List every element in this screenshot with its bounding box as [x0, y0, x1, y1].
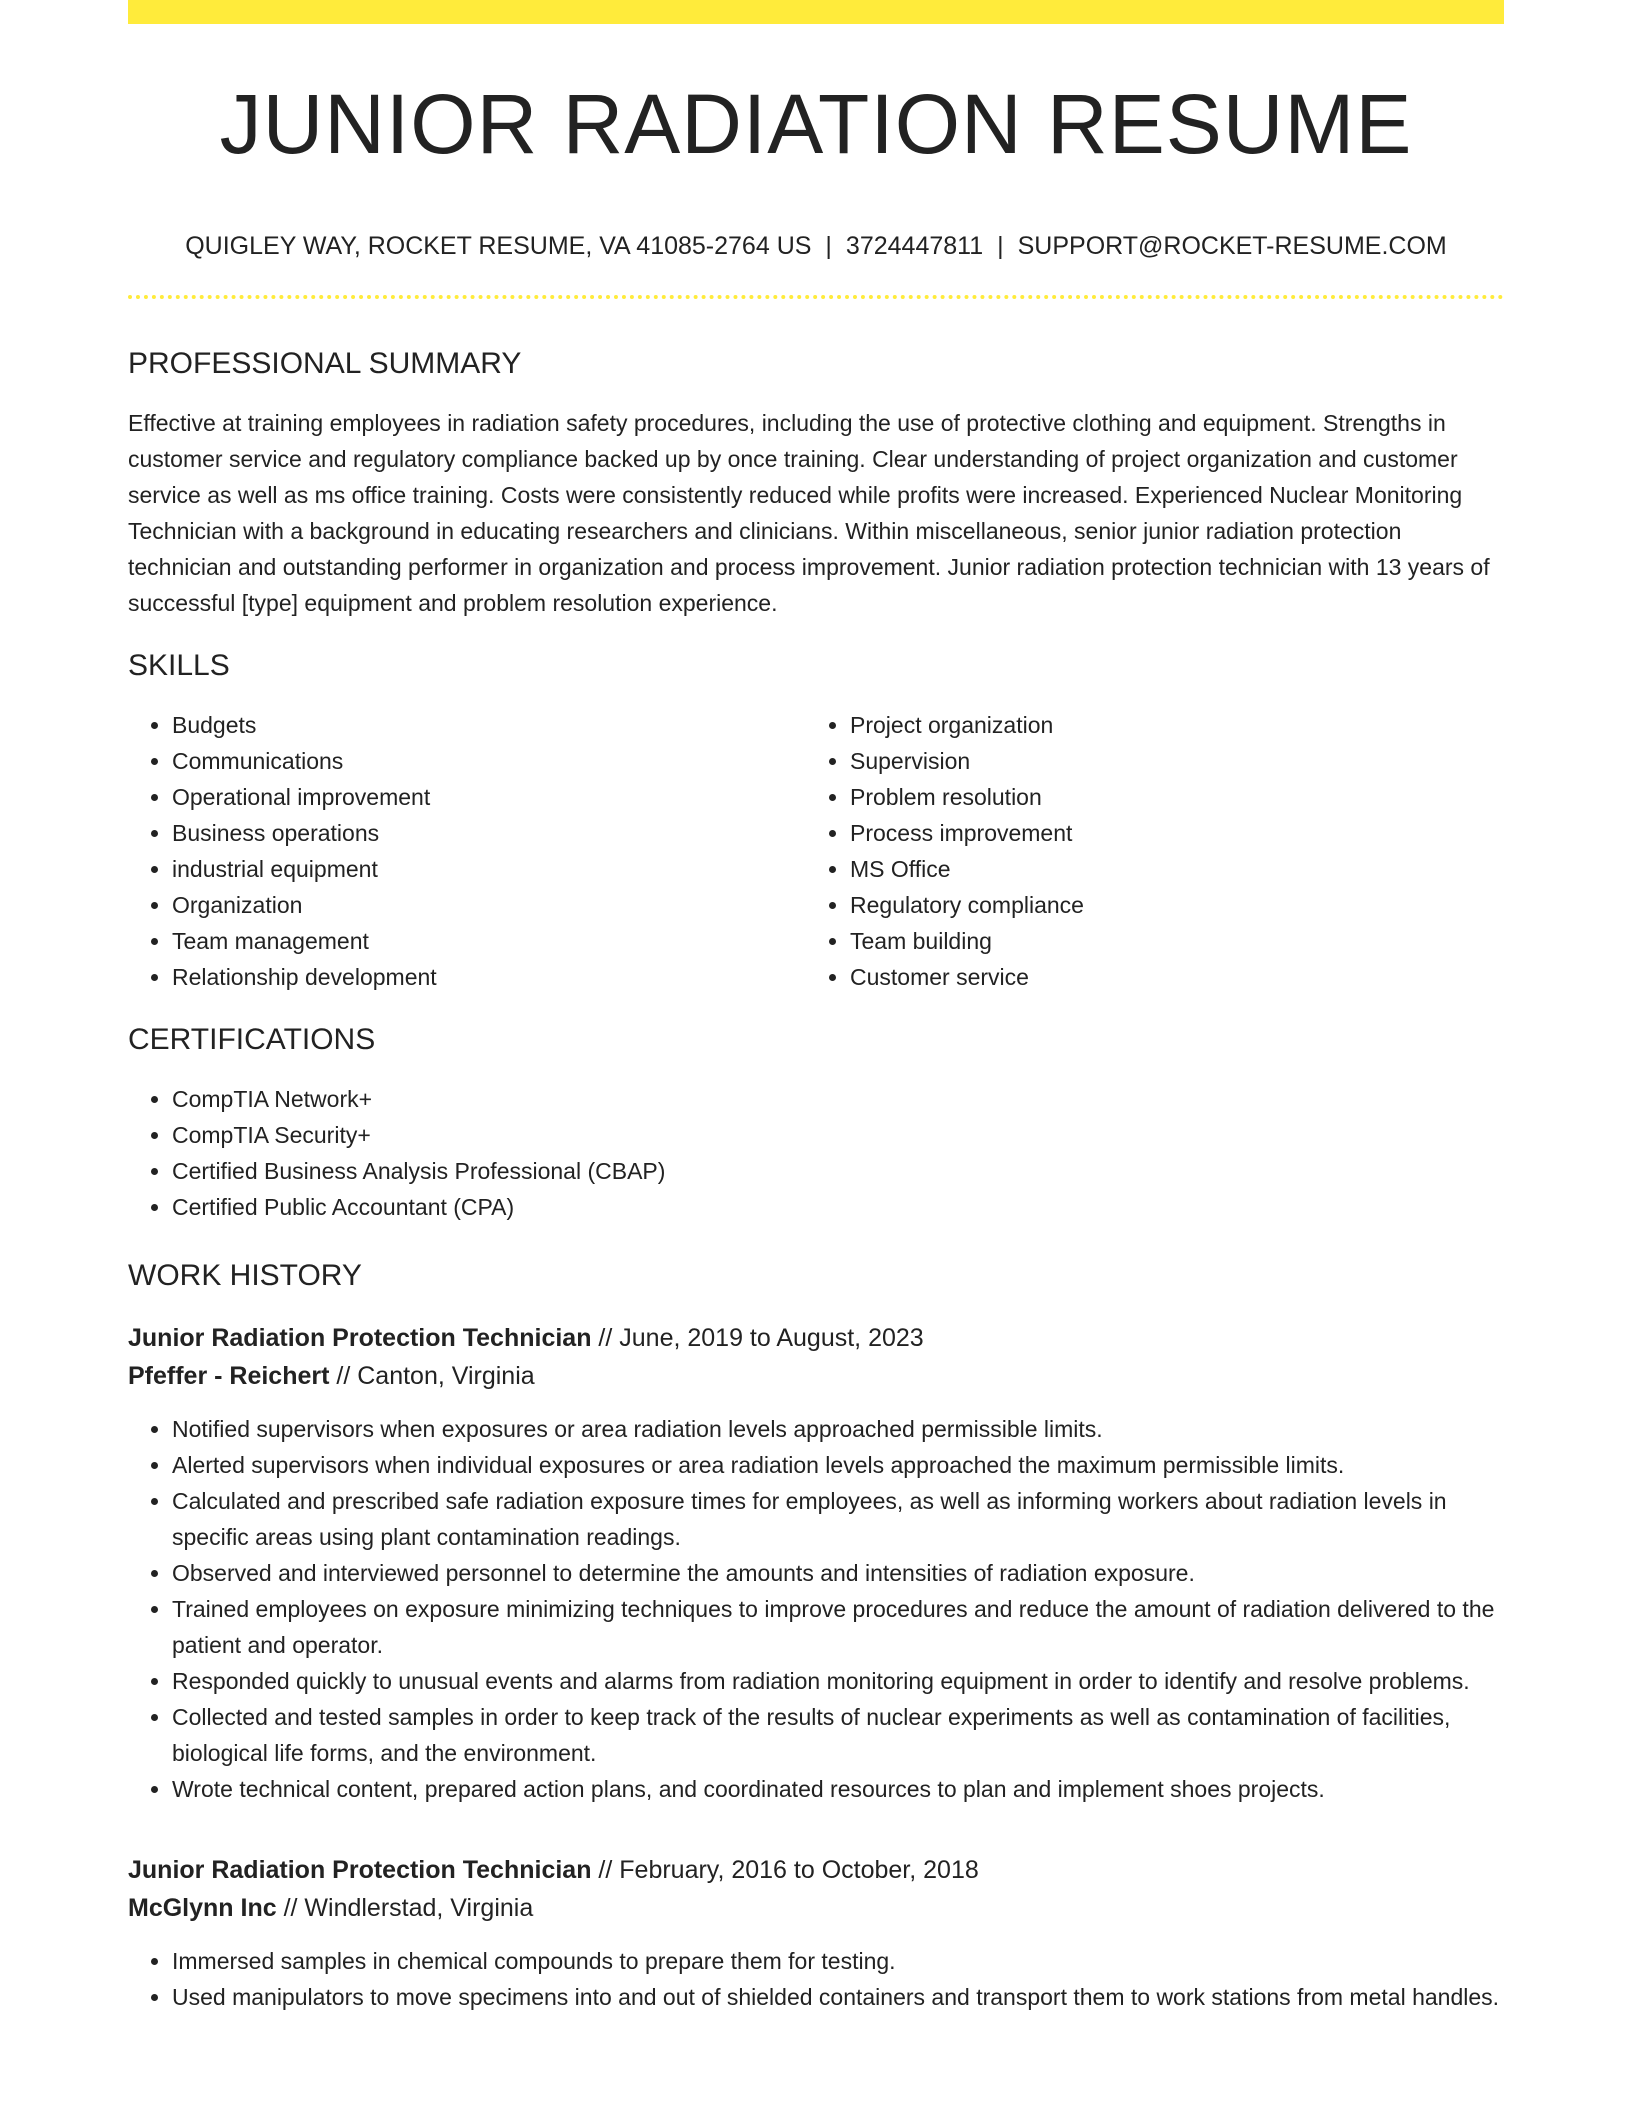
skill-item: • Budgets [172, 707, 806, 743]
job-bullet: • Wrote technical content, prepared action plans, and coordinated resources to plan and implement shoes projects. [172, 1771, 1504, 1807]
skill-item: • MS Office [850, 851, 1484, 887]
job-role: Junior Radiation Protection Technician [128, 1856, 592, 1884]
job-bullet: • Collected and tested samples in order to keep track of the results of nuclear experiments as well as contamination of facilities, biological life forms, and the environment. [172, 1699, 1504, 1771]
contact-phone: 3724447811 [845, 232, 984, 260]
skill-item: • Relationship development [172, 959, 806, 995]
job-entry [128, 1851, 1504, 2015]
dotted-divider [128, 295, 1504, 299]
summary-heading: PROFESSIONAL SUMMARY [128, 347, 522, 380]
job-bullet: • Calculated and prescribed safe radiation exposure times for employees, as well as informing workers about radiation levels in specific areas using plant contamination readings. [172, 1483, 1504, 1555]
skill-item: • Team management [172, 923, 806, 959]
skill-item: • industrial equipment [172, 851, 806, 887]
job-bullets [128, 1943, 1504, 2015]
job-location: // Canton, Virginia [329, 1362, 535, 1390]
skill-item: • Regulatory compliance [850, 887, 1484, 923]
job-title-line [128, 1851, 1504, 1889]
certifications-list [128, 1081, 1504, 1225]
job-bullet: • Immersed samples in chemical compounds to prepare them for testing. [172, 1943, 1504, 1979]
skill-item: • Operational improvement [172, 779, 806, 815]
skills-left-list [128, 707, 806, 995]
job-bullet: • Alerted supervisors when individual exposures or area radiation levels approached the maximum permissible limits. [172, 1447, 1504, 1483]
job-company-line [128, 1889, 1504, 1927]
skill-item: • Team building [850, 923, 1484, 959]
work-history-heading: WORK HISTORY [128, 1259, 362, 1292]
top-accent-bar [128, 0, 1504, 24]
contact-separator: | [997, 232, 1004, 260]
certification-item: • CompTIA Network+ [172, 1081, 1504, 1117]
contact-line [128, 234, 1504, 259]
resume-name: JUNIOR RADIATION RESUME [219, 77, 1413, 171]
skills-right-list [806, 707, 1484, 995]
skills-columns [128, 707, 1504, 995]
contact-email[interactable]: SUPPORT@ROCKET-RESUME.COM [1017, 232, 1447, 260]
job-bullet: • Used manipulators to move specimens into and out of shielded containers and transport them to work stations from metal handles. [172, 1979, 1504, 2015]
skill-item: • Supervision [850, 743, 1484, 779]
skill-item: • Business operations [172, 815, 806, 851]
contact-address: QUIGLEY WAY, ROCKET RESUME, VA 41085-2764 US [185, 232, 812, 260]
skill-item: • Problem resolution [850, 779, 1484, 815]
certification-item: • CompTIA Security+ [172, 1117, 1504, 1153]
certification-item: • Certified Public Accountant (CPA) [172, 1189, 1504, 1225]
job-company: McGlynn Inc [128, 1894, 277, 1922]
summary-text: Effective at training employees in radiation safety procedures, including the use of protective clothing and equipment. Strengths in customer service and regulatory compliance backed up by once training. Clear understanding of project organization and customer service as well as ms office training. Costs were consistently reduced while profits were increased. Experienced Nuclear Monitoring Technician with a background in educating researchers and clinicians. Within miscellaneous, senior junior radiation protection technician and outstanding performer in organization and process improvement. Junior radiation protection technician with 13 years of successful [type] equipment and problem resolution experience. [128, 410, 1490, 616]
job-dates: // February, 2016 to October, 2018 [591, 1856, 979, 1884]
certification-item: • Certified Business Analysis Professional (CBAP) [172, 1153, 1504, 1189]
skill-item: • Process improvement [850, 815, 1484, 851]
skill-item: • Organization [172, 887, 806, 923]
job-title-line [128, 1319, 1504, 1357]
skills-heading: SKILLS [128, 649, 230, 682]
resume-page [128, 0, 1504, 2015]
job-bullet: • Trained employees on exposure minimizing techniques to improve procedures and reduce the amount of radiation delivered to the patient and operator. [172, 1591, 1504, 1663]
job-company-line [128, 1357, 1504, 1395]
job-bullet: • Observed and interviewed personnel to determine the amounts and intensities of radiation exposure. [172, 1555, 1504, 1591]
job-entry [128, 1319, 1504, 1807]
job-bullet: • Notified supervisors when exposures or area radiation levels approached permissible limits. [172, 1411, 1504, 1447]
job-role: Junior Radiation Protection Technician [128, 1324, 592, 1352]
contact-separator: | [825, 232, 832, 260]
skill-item: • Customer service [850, 959, 1484, 995]
skill-item: • Project organization [850, 707, 1484, 743]
job-location: // Windlerstad, Virginia [276, 1894, 534, 1922]
job-company: Pfeffer - Reichert [128, 1362, 330, 1390]
job-bullets [128, 1411, 1504, 1807]
skill-item: • Communications [172, 743, 806, 779]
job-bullet: • Responded quickly to unusual events and alarms from radiation monitoring equipment in order to identify and resolve problems. [172, 1663, 1504, 1699]
job-dates: // June, 2019 to August, 2023 [591, 1324, 924, 1352]
certifications-heading: CERTIFICATIONS [128, 1023, 376, 1056]
